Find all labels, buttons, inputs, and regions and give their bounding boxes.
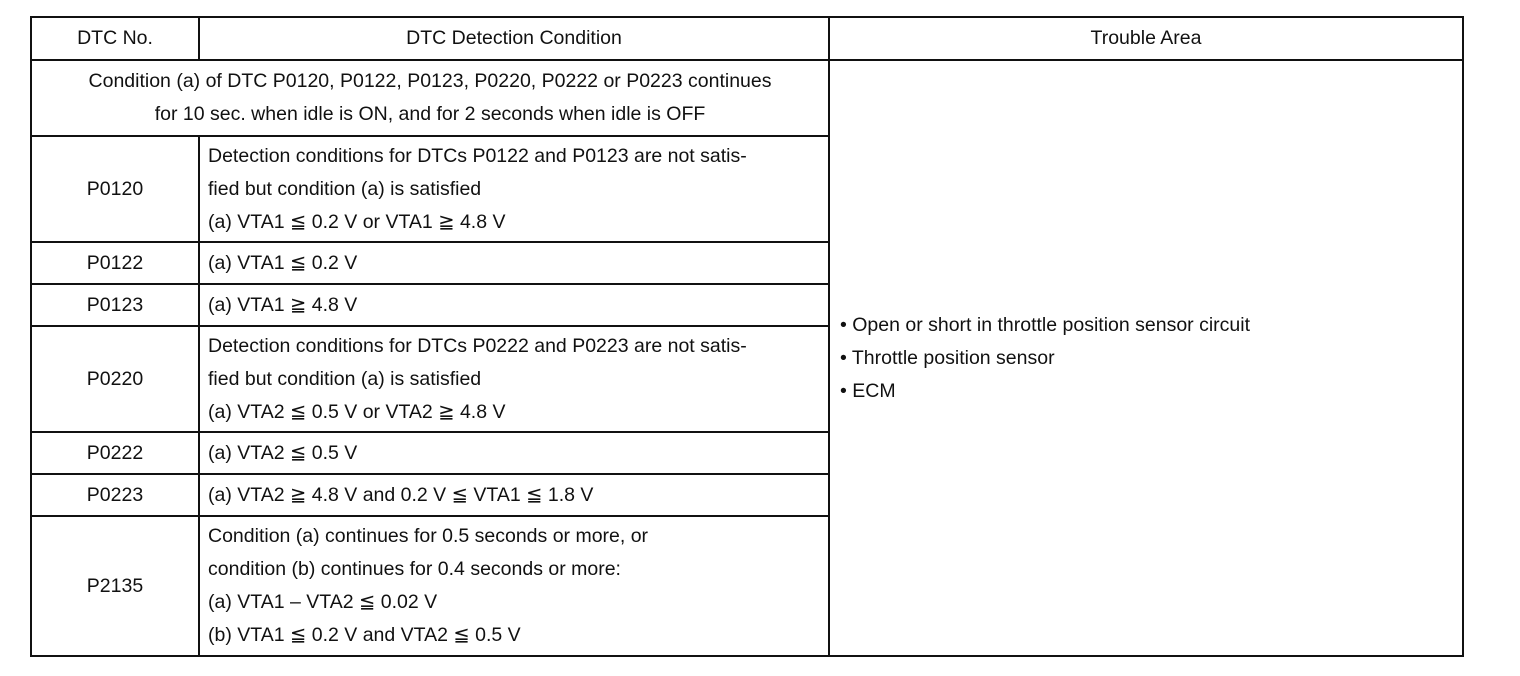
- trouble-area-cell: [829, 60, 1463, 656]
- detection-condition: (a) VTA2 ≦ 0.5 V: [199, 432, 829, 474]
- detection-condition: [199, 516, 829, 656]
- condition-line: fied but condition (a) is satisfied: [208, 367, 482, 390]
- header-dtc-no: DTC No.: [31, 17, 199, 60]
- detection-condition: [199, 136, 829, 242]
- condition-line: (a) VTA1 – VTA2 ≦ 0.02 V: [208, 591, 438, 613]
- dtc-code: P0223: [31, 474, 199, 516]
- condition-line: (a) VTA1 ≦ 0.2 V or VTA1 ≧ 4.8 V: [208, 210, 506, 233]
- dtc-code: P0123: [31, 284, 199, 326]
- trouble-area-item: • Throttle position sensor: [840, 346, 1055, 369]
- condition-line: Detection conditions for DTCs P0222 and P0223 are not satis-: [208, 334, 747, 357]
- condition-line: Condition (a) continues for 0.5 seconds or more, or: [208, 525, 649, 547]
- condition-line: fied but condition (a) is satisfied: [208, 177, 482, 200]
- header-detection-condition: DTC Detection Condition: [199, 17, 829, 60]
- trouble-area-item: • Open or short in throttle position sensor circuit: [840, 313, 1251, 336]
- dtc-code: P0120: [31, 136, 199, 242]
- header-row: [31, 17, 1463, 60]
- condition-line: (b) VTA1 ≦ 0.2 V and VTA2 ≦ 0.5 V: [208, 624, 521, 646]
- condition-line: condition (b) continues for 0.4 seconds or more:: [208, 558, 621, 580]
- detection-condition: [199, 326, 829, 432]
- dtc-table: [30, 16, 1464, 657]
- common-condition-cell: [31, 60, 829, 136]
- condition-line: Detection conditions for DTCs P0122 and P0123 are not satis-: [208, 144, 747, 167]
- dtc-code: P0122: [31, 242, 199, 284]
- common-condition-row: [31, 60, 1463, 136]
- header-trouble-area: Trouble Area: [829, 17, 1463, 60]
- detection-condition: (a) VTA1 ≧ 4.8 V: [199, 284, 829, 326]
- detection-condition: (a) VTA2 ≧ 4.8 V and 0.2 V ≦ VTA1 ≦ 1.8 V: [199, 474, 829, 516]
- common-condition-line: Condition (a) of DTC P0120, P0122, P0123, P0220, P0222 or P0223 continues: [88, 70, 772, 92]
- dtc-code: P0222: [31, 432, 199, 474]
- dtc-code: P0220: [31, 326, 199, 432]
- trouble-area-item: • ECM: [840, 379, 896, 402]
- dtc-code: P2135: [31, 516, 199, 656]
- common-condition-line: for 10 sec. when idle is ON, and for 2 seconds when idle is OFF: [154, 103, 706, 125]
- condition-line: (a) VTA2 ≦ 0.5 V or VTA2 ≧ 4.8 V: [208, 400, 506, 423]
- detection-condition: (a) VTA1 ≦ 0.2 V: [199, 242, 829, 284]
